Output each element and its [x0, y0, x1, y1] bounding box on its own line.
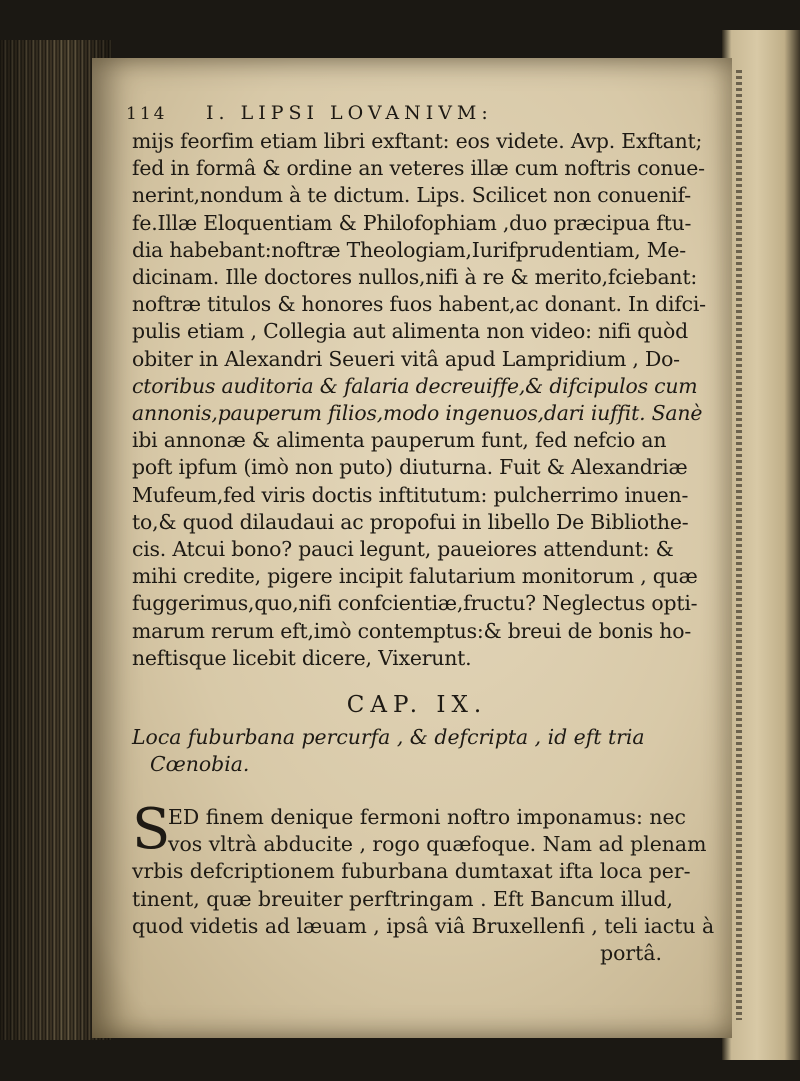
text-line: poft ipfum (imò non puto) diuturna. Fuit & Alexandriæ: [132, 455, 688, 480]
text-line: neftisque licebit dicere, Vixerunt.: [132, 645, 472, 670]
chapter-paragraph: [132, 797, 715, 967]
book-page: [92, 58, 732, 1038]
text-line: ED finem denique fermoni noftro imponamus: nec: [168, 805, 686, 830]
text-line: mijs feorfim etiam libri exftant: eos videte. Avp. Exftant;: [132, 129, 703, 153]
text-line: quod videtis ad læuam , ipsâ viâ Bruxellenfi , teli iactu à: [132, 913, 715, 938]
chapter-summary: [132, 724, 702, 778]
text-line: to,& quod dilaudaui ac propofui in libello De Bibliothe-: [132, 509, 689, 534]
text-line: noftræ titulos & honores fuos habent,ac donant. In difci-: [132, 292, 706, 317]
chapter-heading: CAP. IX.: [346, 692, 488, 719]
text-line: cis. Atcui bono? pauci legunt, paueiores attendunt: &: [132, 537, 674, 562]
text-line: portâ.: [600, 941, 662, 966]
summary-line: Cœnobia.: [150, 752, 250, 777]
text-line: pulis etiam , Collegia aut alimenta non video: nifi quòd: [132, 319, 688, 344]
text-line: annonis,pauperum filios,modo ingenuos,dari iuffit. Sanè: [132, 401, 703, 426]
text-line: obiter in Alexandri Seueri vitâ apud Lampridium , Do-: [132, 346, 680, 371]
running-title: I. LIPSI LOVANIVM:: [206, 102, 493, 124]
drop-capital: S: [132, 797, 171, 863]
text-line: marum rerum eft,imò contemptus:& breui de bonis ho-: [132, 618, 692, 643]
text-line: vos vltrà abducite , rogo quæfoque. Nam ad plenam: [168, 832, 707, 857]
text-line: nerint,nondum à te dictum. Lips. Scilicet non conuenif-: [132, 183, 691, 208]
text-line: dicinam. Ille doctores nullos,nifi à re & merito,fciebant:: [132, 265, 698, 290]
text-line: fe.Illæ Eloquentiam & Philofophiam ,duo præcipua ftu-: [132, 210, 692, 235]
text-line: Mufeum,fed viris doctis inftitutum: pulcherrimo inuen-: [132, 482, 689, 507]
summary-line: Loca fuburbana percurfa , & defcripta , id eft tria: [132, 725, 645, 750]
text-line: ctoribus auditoria & falaria decreuiffe,& difcipulos cum: [132, 373, 698, 398]
page-number: 114: [126, 104, 168, 124]
text-line: ibi annonæ & alimenta pauperum funt, fed nefcio an: [132, 428, 667, 453]
text-line: mihi credite, pigere incipit falutarium monitorum , quæ: [132, 564, 698, 589]
page-text: [126, 102, 715, 967]
body-paragraph: [132, 128, 706, 672]
text-line: vrbis defcriptionem fuburbana dumtaxat ifta loca per-: [132, 859, 691, 884]
text-line: tinent, quæ breuiter perftringam . Eft Bancum illud,: [132, 886, 674, 911]
right-page-edge: [722, 30, 800, 1060]
text-line: dia habebant:noftræ Theologiam,Iurifprudentiam, Me-: [132, 237, 686, 262]
text-line: fuggerimus,quo,nifi confcientiæ,fructu? Neglectus opti-: [132, 591, 698, 616]
running-head: [126, 102, 702, 128]
text-line: fed in formâ & ordine an veteres illæ cum noftris conue-: [132, 156, 705, 181]
